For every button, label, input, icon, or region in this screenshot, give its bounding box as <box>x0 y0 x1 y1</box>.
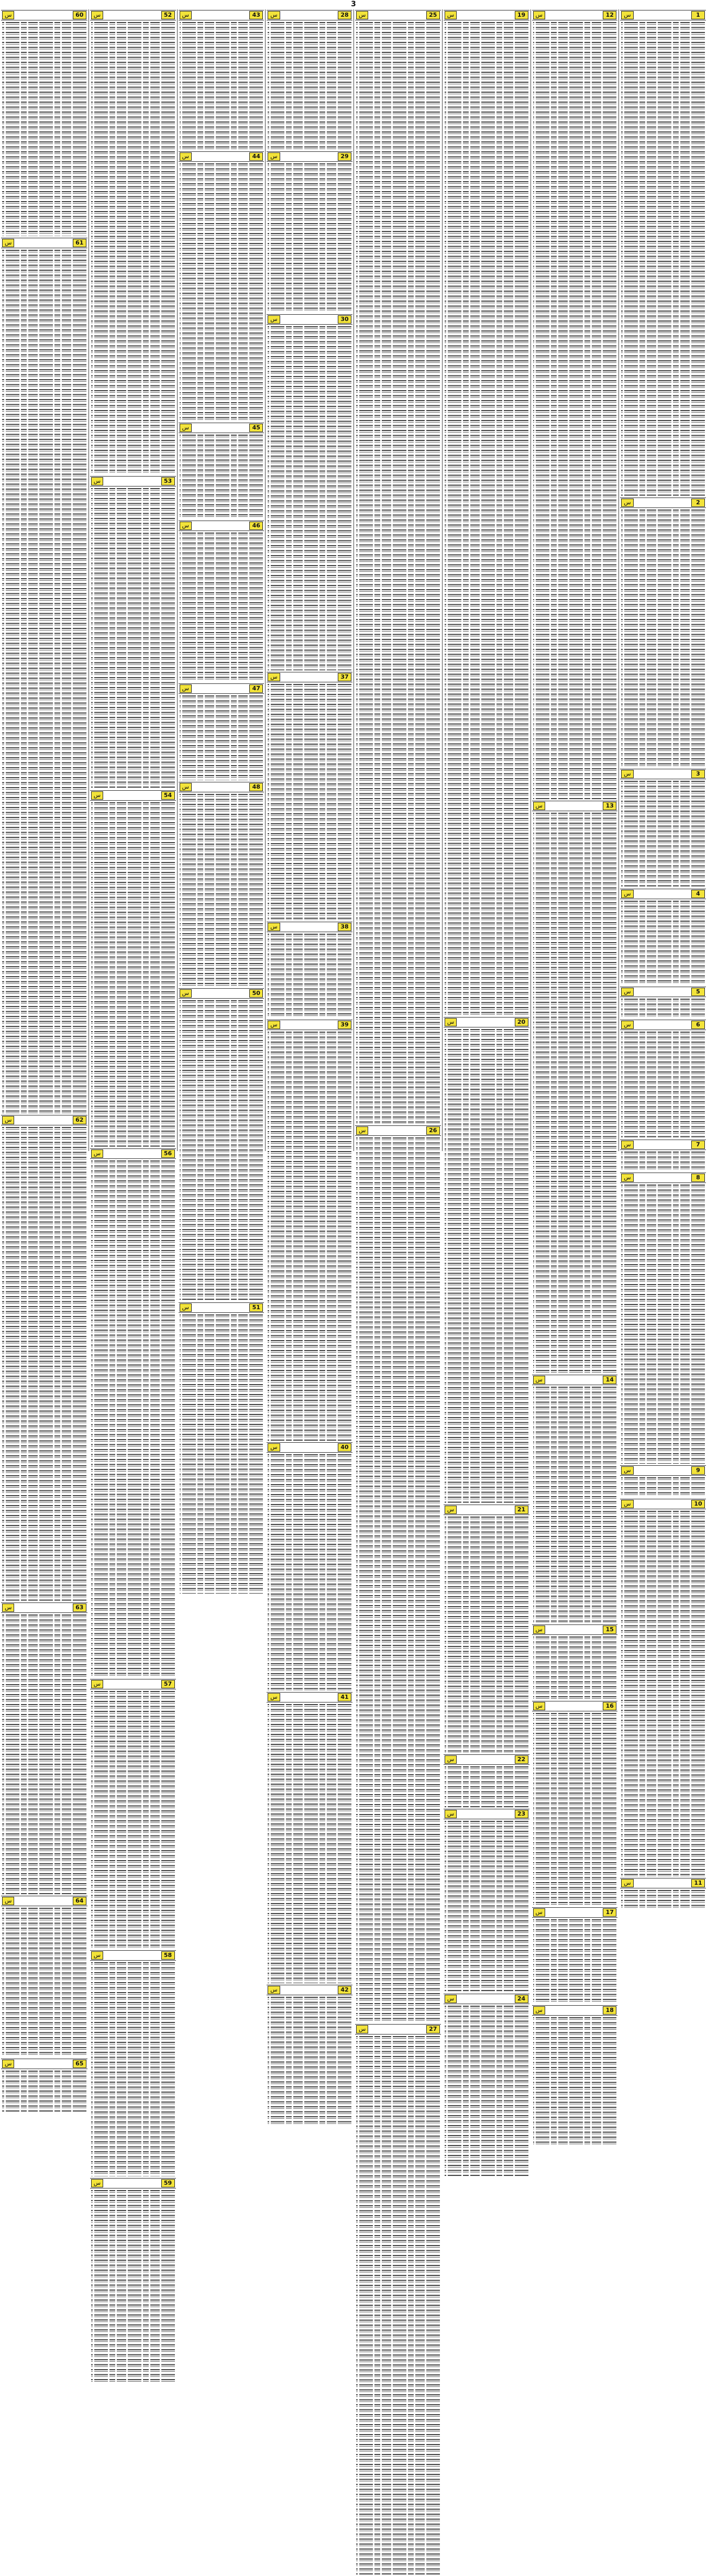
question-marker: س <box>445 1995 457 2003</box>
question-marker: س <box>445 1810 457 1818</box>
question-number: 10 <box>691 1500 705 1508</box>
question-number: 20 <box>515 1018 528 1026</box>
question-number: 22 <box>515 1755 528 1764</box>
question-header <box>355 2024 441 2035</box>
question-header <box>90 790 176 801</box>
question-number: 29 <box>338 152 351 161</box>
question-header <box>620 1878 706 1888</box>
answer-text-block <box>619 1184 707 1465</box>
question-marker: س <box>445 1506 457 1514</box>
question-number: 59 <box>161 2179 175 2187</box>
answer-text-block <box>531 1635 619 1700</box>
question-number: 2 <box>691 499 705 507</box>
question-number: 37 <box>338 673 351 681</box>
question-number: 23 <box>515 1810 528 1818</box>
question-header <box>1 1896 87 1906</box>
question-number: 7 <box>691 1141 705 1149</box>
question-marker: س <box>268 11 280 19</box>
answer-text-block <box>178 1313 266 1595</box>
answer-text-block <box>443 1028 531 1504</box>
question-number: 25 <box>426 11 440 19</box>
question-header <box>532 801 618 811</box>
answer-text-block <box>266 21 354 151</box>
question-marker: س <box>621 499 633 507</box>
question-header <box>267 672 352 682</box>
question-header <box>532 10 618 20</box>
question-number: 50 <box>249 989 263 998</box>
question-number: 63 <box>73 1604 86 1612</box>
question-marker: س <box>356 1126 368 1135</box>
question-number: 16 <box>603 1702 616 1710</box>
question-marker: س <box>91 1951 103 1960</box>
answer-text-block <box>531 21 619 800</box>
question-number: 65 <box>73 2060 86 2068</box>
question-marker: س <box>2 1897 14 1905</box>
question-number: 64 <box>73 1897 86 1905</box>
question-header <box>532 1907 618 1918</box>
question-number: 53 <box>161 477 175 485</box>
question-header <box>620 1173 706 1183</box>
question-header <box>179 1302 264 1313</box>
question-header <box>620 987 706 997</box>
question-number: 5 <box>691 988 705 996</box>
question-number: 40 <box>338 1443 351 1452</box>
question-header <box>532 2005 618 2016</box>
answer-text-block <box>531 2016 619 2146</box>
answer-text-block <box>89 1690 177 1950</box>
question-number: 60 <box>73 11 86 19</box>
question-header <box>267 1442 352 1453</box>
question-marker: س <box>91 477 103 485</box>
question-marker: س <box>445 1018 457 1026</box>
answer-text-block <box>531 812 619 1374</box>
answer-text-block <box>178 532 266 683</box>
answer-text-block <box>266 1703 354 1984</box>
column-4 <box>354 9 442 2032</box>
question-header <box>620 10 706 20</box>
question-marker: س <box>180 684 192 693</box>
column-7 <box>89 9 177 2187</box>
answer-text-block <box>619 900 707 986</box>
question-marker: س <box>356 2025 368 2033</box>
answer-text-block <box>89 1961 177 2177</box>
question-header <box>179 782 264 792</box>
answer-text-block <box>178 434 266 520</box>
question-marker: س <box>268 152 280 161</box>
question-header <box>444 1017 529 1027</box>
question-marker: س <box>268 923 280 931</box>
column-2 <box>531 9 619 2014</box>
answer-text-block <box>443 2005 531 2178</box>
question-header <box>90 10 176 20</box>
question-marker: س <box>268 1021 280 1029</box>
question-marker: س <box>180 152 192 161</box>
question-header <box>444 1994 529 2004</box>
question-marker: س <box>180 522 192 530</box>
question-marker: س <box>268 315 280 324</box>
answer-text-block <box>619 1031 707 1139</box>
answer-text-block <box>619 1889 707 1910</box>
question-marker: س <box>533 2006 545 2015</box>
column-3 <box>442 9 531 2002</box>
question-marker: س <box>91 11 103 19</box>
question-header <box>90 1148 176 1159</box>
answer-text-block <box>531 1712 619 1907</box>
question-number: 42 <box>338 1986 351 1994</box>
answer-text-block <box>89 1159 177 1679</box>
answer-text-block <box>178 21 266 151</box>
answer-text-block <box>619 508 707 768</box>
answer-text-block <box>619 780 707 888</box>
question-header <box>90 1950 176 1961</box>
question-header <box>444 10 529 20</box>
answer-text-block <box>619 1151 707 1172</box>
question-number: 8 <box>691 1174 705 1182</box>
question-number: 21 <box>515 1506 528 1514</box>
question-number: 26 <box>426 1126 440 1135</box>
question-marker: س <box>91 2179 103 2187</box>
answer-text-block <box>0 1126 89 1602</box>
question-header <box>179 683 264 694</box>
question-header <box>532 1624 618 1635</box>
question-marker: س <box>621 1021 633 1029</box>
question-marker: س <box>533 11 545 19</box>
question-header <box>267 1020 352 1030</box>
question-number: 62 <box>73 1116 86 1124</box>
answer-text-block <box>443 1516 531 1754</box>
answer-text-block <box>443 1820 531 1993</box>
question-header <box>90 2178 176 2188</box>
question-marker: س <box>180 424 192 432</box>
question-number: 13 <box>603 802 616 810</box>
answer-text-block <box>266 1031 354 1442</box>
answer-text-block <box>0 249 89 1114</box>
column-8 <box>0 9 89 2067</box>
question-number: 41 <box>338 1693 351 1701</box>
question-header <box>620 1020 706 1030</box>
question-marker: س <box>621 1141 633 1149</box>
question-header <box>444 1505 529 1515</box>
question-header <box>355 10 441 20</box>
question-marker: س <box>533 1702 545 1710</box>
question-marker: س <box>621 1500 633 1508</box>
question-number: 56 <box>161 1149 175 1158</box>
question-number: 47 <box>249 684 263 693</box>
question-marker: س <box>621 1466 633 1475</box>
question-number: 3 <box>691 770 705 778</box>
answer-text-block <box>619 1510 707 1878</box>
question-number: 12 <box>603 11 616 19</box>
question-header <box>444 1809 529 1819</box>
question-marker: س <box>91 1680 103 1688</box>
question-number: 38 <box>338 923 351 931</box>
question-number: 30 <box>338 315 351 324</box>
question-number: 43 <box>249 11 263 19</box>
question-header <box>179 10 264 20</box>
question-number: 17 <box>603 1908 616 1917</box>
question-marker: س <box>180 989 192 998</box>
question-marker: س <box>533 802 545 810</box>
question-number: 51 <box>249 1303 263 1312</box>
question-header <box>179 988 264 999</box>
question-header <box>267 314 352 325</box>
question-marker: س <box>621 11 633 19</box>
question-number: 9 <box>691 1466 705 1475</box>
answer-text-block <box>619 21 707 497</box>
question-number: 27 <box>426 2025 440 2033</box>
question-number: 28 <box>338 11 351 19</box>
answer-text-block <box>89 2189 177 2384</box>
answer-text-block <box>354 1136 442 2024</box>
answer-text-block <box>266 1453 354 1691</box>
answer-text-block <box>443 1765 531 1809</box>
question-marker: س <box>621 988 633 996</box>
question-number: 19 <box>515 11 528 19</box>
question-number: 54 <box>161 791 175 800</box>
answer-text-block <box>0 1907 89 2058</box>
answer-text-block <box>178 162 266 422</box>
question-marker: س <box>621 1879 633 1887</box>
question-marker: س <box>2 2060 14 2068</box>
question-header <box>267 1692 352 1702</box>
question-marker: س <box>91 791 103 800</box>
question-marker: س <box>180 1303 192 1312</box>
question-header <box>90 476 176 487</box>
question-header <box>620 769 706 779</box>
question-marker: س <box>91 1149 103 1158</box>
column-1 <box>618 9 707 1887</box>
question-number: 44 <box>249 152 263 161</box>
question-number: 1 <box>691 11 705 19</box>
question-header <box>1 2059 87 2069</box>
question-number: 18 <box>603 2006 616 2015</box>
question-marker: س <box>621 890 633 898</box>
question-number: 45 <box>249 424 263 432</box>
answer-text-block <box>178 694 266 781</box>
question-marker: س <box>2 1604 14 1612</box>
question-header <box>620 1140 706 1150</box>
answer-text-block <box>89 801 177 1147</box>
question-header <box>1 238 87 248</box>
answer-text-block <box>0 2070 89 2113</box>
question-number: 58 <box>161 1951 175 1960</box>
question-marker: س <box>445 1755 457 1764</box>
question-number: 52 <box>161 11 175 19</box>
question-header <box>179 521 264 531</box>
question-header <box>620 497 706 508</box>
answer-text-block <box>0 21 89 237</box>
question-header <box>267 1985 352 1995</box>
question-header <box>620 1499 706 1509</box>
question-header <box>179 151 264 162</box>
question-header <box>179 423 264 433</box>
question-header <box>267 922 352 932</box>
question-header <box>355 1125 441 1136</box>
question-marker: س <box>180 11 192 19</box>
question-marker: س <box>2 239 14 247</box>
question-header <box>620 889 706 899</box>
question-header <box>444 1754 529 1765</box>
question-header <box>267 10 352 20</box>
question-marker: س <box>268 1443 280 1452</box>
question-header <box>620 1465 706 1476</box>
question-marker: س <box>356 11 368 19</box>
question-number: 39 <box>338 1021 351 1029</box>
answer-text-block <box>178 793 266 988</box>
question-header <box>1 10 87 20</box>
question-marker: س <box>621 770 633 778</box>
question-marker: س <box>2 11 14 19</box>
question-marker: س <box>621 1174 633 1182</box>
question-number: 46 <box>249 522 263 530</box>
question-header <box>1 1602 87 1613</box>
question-number: 11 <box>691 1879 705 1887</box>
question-header <box>532 1701 618 1711</box>
question-marker: س <box>180 783 192 791</box>
answer-text-block <box>178 999 266 1302</box>
answer-text-block <box>354 2035 442 2576</box>
question-number: 61 <box>73 239 86 247</box>
answer-text-block <box>89 21 177 476</box>
answer-text-block <box>266 933 354 1019</box>
question-number: 57 <box>161 1680 175 1688</box>
question-number: 24 <box>515 1995 528 2003</box>
answer-text-block <box>619 1476 707 1498</box>
question-marker: س <box>268 1986 280 1994</box>
question-marker: س <box>268 673 280 681</box>
answer-text-block <box>89 487 177 790</box>
question-marker: س <box>2 1116 14 1124</box>
question-marker: س <box>533 1626 545 1634</box>
question-number: 48 <box>249 783 263 791</box>
question-marker: س <box>533 1908 545 1917</box>
question-header <box>267 151 352 162</box>
answer-text-block <box>531 1386 619 1624</box>
question-marker: س <box>533 1376 545 1384</box>
answer-text-block <box>0 1613 89 1895</box>
answer-text-block <box>266 325 354 671</box>
question-marker: س <box>445 11 457 19</box>
answer-text-block <box>531 1918 619 2005</box>
answer-text-block <box>354 21 442 1125</box>
question-number: 14 <box>603 1376 616 1384</box>
answer-text-block <box>266 683 354 921</box>
question-number: 15 <box>603 1626 616 1634</box>
page-number: 3 <box>351 0 356 8</box>
answer-text-block <box>266 1996 354 2126</box>
question-header <box>90 1679 176 1689</box>
question-marker: س <box>268 1693 280 1701</box>
column-5 <box>265 9 354 1994</box>
answer-text-block <box>266 162 354 314</box>
question-number: 4 <box>691 890 705 898</box>
question-header <box>1 1115 87 1125</box>
question-header <box>532 1375 618 1385</box>
column-6 <box>177 9 266 1311</box>
answer-text-block <box>443 21 531 1016</box>
answer-text-block <box>619 998 707 1019</box>
question-number: 6 <box>691 1021 705 1029</box>
